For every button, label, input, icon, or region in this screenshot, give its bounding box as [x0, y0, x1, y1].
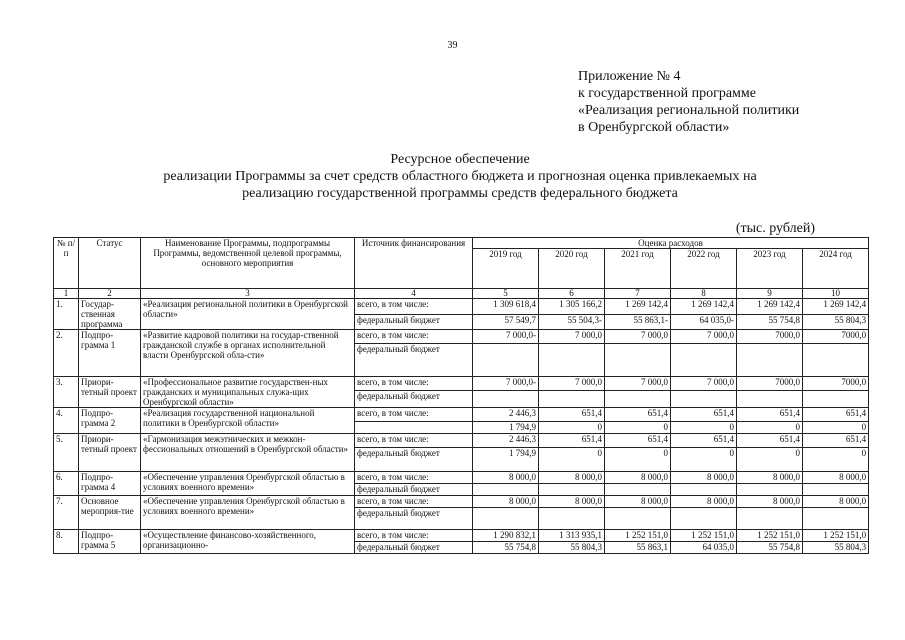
amount-cell: 1 309 618,4 — [473, 299, 539, 315]
amount-cell: 7 000,0 — [605, 377, 671, 391]
amount-cell: 0 — [605, 422, 671, 434]
amount-cell: 8 000,0 — [803, 496, 869, 508]
amount-cell: 7000,0 — [737, 330, 803, 344]
funding-source: федеральный бюджет — [355, 344, 473, 377]
amount-cell: 57 549,7 — [473, 314, 539, 330]
amount-cell: 55 754,8 — [473, 542, 539, 554]
amount-cell — [737, 391, 803, 408]
amount-cell: 55 804,3 — [539, 542, 605, 554]
amount-cell: 1 305 166,2 — [539, 299, 605, 315]
amount-cell — [605, 508, 671, 530]
amount-cell: 1 252 151,0 — [671, 530, 737, 542]
column-number: 9 — [737, 289, 803, 299]
amount-cell: 7 000,0- — [473, 330, 539, 344]
amount-cell: 651,4 — [803, 434, 869, 448]
row-number: 4. — [54, 408, 79, 434]
amount-cell: 651,4 — [737, 408, 803, 422]
row-name: «Реализация региональной политики в Оренбургской области» — [141, 299, 355, 330]
amount-cell: 7 000,0- — [473, 377, 539, 391]
row-status: Государ-ственная программа — [79, 299, 141, 330]
amount-cell: 0 — [803, 448, 869, 472]
amount-cell: 64 035,0- — [671, 314, 737, 330]
amount-cell — [803, 391, 869, 408]
amount-cell: 0 — [737, 448, 803, 472]
amount-cell — [737, 484, 803, 496]
amount-cell: 1 290 832,1 — [473, 530, 539, 542]
funding-source: всего, в том числе: — [355, 377, 473, 391]
amount-cell: 2 446,3 — [473, 408, 539, 422]
header-year: 2023 год — [737, 249, 803, 289]
header-estimate: Оценка расходов — [473, 238, 869, 249]
amount-cell: 1 313 935,1 — [539, 530, 605, 542]
amount-cell: 55 804,3 — [803, 314, 869, 330]
row-name: «Реализация государственной национальной политики в Оренбургской области» — [141, 408, 355, 434]
row-number: 1. — [54, 299, 79, 330]
header-status: Статус — [79, 238, 141, 289]
table-row — [54, 330, 869, 344]
amount-cell — [803, 344, 869, 377]
amount-cell: 651,4 — [605, 408, 671, 422]
amount-cell — [539, 508, 605, 530]
resource-table — [53, 237, 869, 554]
amount-cell: 55 754,8 — [737, 314, 803, 330]
appendix-line: Приложение № 4 — [578, 69, 681, 84]
amount-cell: 7 000,0 — [539, 330, 605, 344]
row-number: 2. — [54, 330, 79, 377]
funding-source: всего, в том числе: — [355, 530, 473, 542]
column-number: 2 — [79, 289, 141, 299]
amount-cell — [671, 344, 737, 377]
amount-cell: 55 804,3 — [803, 542, 869, 554]
column-number: 5 — [473, 289, 539, 299]
amount-cell: 64 035,0 — [671, 542, 737, 554]
amount-cell: 55 863,1- — [605, 314, 671, 330]
row-name: «Развитие кадровой политики на государ-ственной гражданской службе в органах исполнительной власти Оренбургской обла-сти» — [141, 330, 355, 377]
amount-cell: 8 000,0 — [539, 496, 605, 508]
amount-cell — [539, 391, 605, 408]
units-label: (тыс. рублей) — [735, 221, 815, 236]
row-name: «Осуществление финансово-хозяйственного, организационно- — [141, 530, 355, 554]
amount-cell: 1 794,9 — [473, 422, 539, 434]
appendix-line: к государственной программе — [578, 86, 756, 101]
appendix-block — [578, 68, 799, 136]
amount-cell: 1 269 142,4 — [671, 299, 737, 315]
row-number: 5. — [54, 434, 79, 472]
table-row — [54, 377, 869, 391]
amount-cell: 55 504,3- — [539, 314, 605, 330]
row-status: Подпро-грамма 2 — [79, 408, 141, 434]
amount-cell: 7000,0 — [803, 330, 869, 344]
amount-cell: 651,4 — [671, 434, 737, 448]
funding-source: федеральный бюджет — [355, 391, 473, 408]
document-title — [100, 151, 820, 202]
amount-cell: 55 863,1 — [605, 542, 671, 554]
page-number: 39 — [447, 40, 458, 51]
row-number: 7. — [54, 496, 79, 530]
amount-cell: 0 — [671, 422, 737, 434]
amount-cell: 651,4 — [605, 434, 671, 448]
amount-cell: 8 000,0 — [473, 472, 539, 484]
amount-cell: 8 000,0 — [539, 472, 605, 484]
amount-cell — [671, 484, 737, 496]
amount-cell — [671, 391, 737, 408]
row-number: 8. — [54, 530, 79, 554]
row-name: «Профессиональное развитие государствен-ных гражданских и муниципальных служа-щих Оренбургской области» — [141, 377, 355, 408]
title-line: реализации Программы за счет средств областного бюджета и прогнозная оценка привлекаемых на — [163, 169, 757, 184]
amount-cell: 0 — [605, 448, 671, 472]
header-year: 2021 год — [605, 249, 671, 289]
table-row — [54, 530, 869, 542]
row-status: Приори-тетный проект — [79, 377, 141, 408]
funding-source: всего, в том числе: — [355, 299, 473, 315]
column-number: 8 — [671, 289, 737, 299]
funding-source: всего, в том числе: — [355, 408, 473, 422]
amount-cell: 651,4 — [539, 434, 605, 448]
row-name: «Обеспечение управления Оренбургской областью в условиях военного времени» — [141, 496, 355, 530]
amount-cell: 7 000,0 — [539, 377, 605, 391]
amount-cell — [605, 344, 671, 377]
funding-source: всего, в том числе: — [355, 434, 473, 448]
amount-cell — [539, 484, 605, 496]
amount-cell — [473, 391, 539, 408]
header-name: Наименование Программы, подпрограммы Программы, ведомственной целевой программы, основного мероприятия — [141, 238, 355, 289]
amount-cell: 55 754,8 — [737, 542, 803, 554]
row-status: Подпро-грамма 1 — [79, 330, 141, 377]
appendix-line: «Реализация региональной политики — [578, 103, 800, 118]
funding-source: федеральный бюджет — [355, 542, 473, 554]
amount-cell — [671, 508, 737, 530]
amount-cell — [803, 484, 869, 496]
amount-cell: 7000,0 — [737, 377, 803, 391]
amount-cell: 1 269 142,4 — [803, 299, 869, 315]
column-number: 10 — [803, 289, 869, 299]
table-row — [54, 408, 869, 422]
amount-cell: 8 000,0 — [605, 496, 671, 508]
amount-cell: 1 269 142,4 — [737, 299, 803, 315]
header-row — [54, 238, 869, 249]
funding-source: всего, в том числе: — [355, 330, 473, 344]
amount-cell: 651,4 — [671, 408, 737, 422]
table-row — [54, 434, 869, 448]
amount-cell: 1 794,9 — [473, 448, 539, 472]
row-name: «Гармонизация межэтнических и межкон-фессиональных отношений в Оренбургской области» — [141, 434, 355, 472]
amount-cell: 0 — [737, 422, 803, 434]
amount-cell: 8 000,0 — [737, 496, 803, 508]
row-status: Приори-тетный проект — [79, 434, 141, 472]
header-year: 2024 год — [803, 249, 869, 289]
amount-cell: 1 252 151,0 — [605, 530, 671, 542]
amount-cell: 8 000,0 — [737, 472, 803, 484]
column-number: 1 — [54, 289, 79, 299]
amount-cell — [605, 391, 671, 408]
amount-cell: 1 269 142,4 — [605, 299, 671, 315]
amount-cell: 8 000,0 — [473, 496, 539, 508]
funding-source: федеральный бюджет — [355, 314, 473, 330]
amount-cell: 1 252 151,0 — [737, 530, 803, 542]
funding-source: федеральный бюджет — [355, 448, 473, 472]
column-number: 3 — [141, 289, 355, 299]
amount-cell: 8 000,0 — [803, 472, 869, 484]
amount-cell: 7 000,0 — [605, 330, 671, 344]
amount-cell: 7 000,0 — [671, 330, 737, 344]
column-number: 7 — [605, 289, 671, 299]
row-status: Подпро-грамма 5 — [79, 530, 141, 554]
amount-cell: 0 — [671, 448, 737, 472]
funding-source: всего, в том числе: — [355, 472, 473, 484]
appendix-line: в Оренбургской области» — [578, 120, 730, 135]
header-num: № п/п — [54, 238, 79, 289]
amount-cell: 651,4 — [737, 434, 803, 448]
header-year: 2019 год — [473, 249, 539, 289]
amount-cell: 7 000,0 — [671, 377, 737, 391]
funding-source: федеральный бюджет — [355, 508, 473, 530]
amount-cell: 7000,0 — [803, 377, 869, 391]
header-year: 2020 год — [539, 249, 605, 289]
amount-cell — [539, 344, 605, 377]
amount-cell: 8 000,0 — [671, 496, 737, 508]
amount-cell — [473, 508, 539, 530]
row-number: 3. — [54, 377, 79, 408]
title-line: Ресурсное обеспечение — [390, 152, 530, 167]
column-number-row — [54, 289, 869, 299]
amount-cell — [605, 484, 671, 496]
header-year: 2022 год — [671, 249, 737, 289]
amount-cell — [473, 484, 539, 496]
amount-cell: 1 252 151,0 — [803, 530, 869, 542]
amount-cell — [803, 508, 869, 530]
table-row — [54, 496, 869, 508]
amount-cell: 0 — [539, 448, 605, 472]
amount-cell — [473, 344, 539, 377]
funding-source — [355, 422, 473, 434]
table-row — [54, 299, 869, 315]
amount-cell: 0 — [803, 422, 869, 434]
row-status: Подпро-грамма 4 — [79, 472, 141, 496]
row-status: Основное мероприя-тие — [79, 496, 141, 530]
title-line: реализацию государственной программы средств федерального бюджета — [242, 186, 678, 201]
amount-cell: 651,4 — [803, 408, 869, 422]
amount-cell — [737, 508, 803, 530]
funding-source: всего, в том числе: — [355, 496, 473, 508]
amount-cell: 8 000,0 — [605, 472, 671, 484]
amount-cell: 2 446,3 — [473, 434, 539, 448]
table-body — [54, 238, 869, 554]
table-row — [54, 472, 869, 484]
amount-cell: 8 000,0 — [671, 472, 737, 484]
amount-cell — [737, 344, 803, 377]
funding-source: федеральный бюджет — [355, 484, 473, 496]
amount-cell: 651,4 — [539, 408, 605, 422]
row-name: «Обеспечение управления Оренбургской областью в условиях военного времени» — [141, 472, 355, 496]
header-source: Источник финансирования — [355, 238, 473, 289]
amount-cell: 0 — [539, 422, 605, 434]
column-number: 4 — [355, 289, 473, 299]
column-number: 6 — [539, 289, 605, 299]
row-number: 6. — [54, 472, 79, 496]
